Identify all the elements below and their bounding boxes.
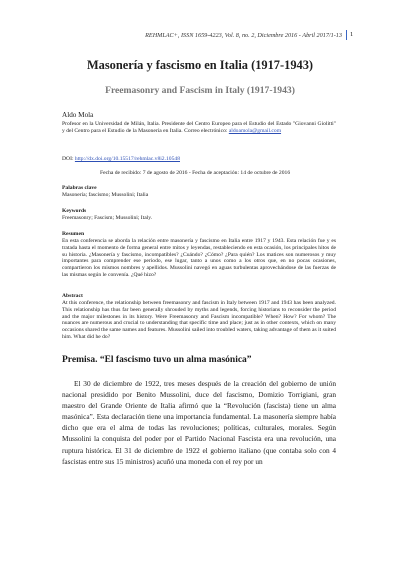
running-head: REHMLAC+, ISSN 1659-4223, Vol. 8, no. 2, Diciembre 2016 - Abril 2017/1-13: [145, 32, 342, 39]
doi-link[interactable]: http://dx.doi.org/10.15517/rehmlac.v8i2.10548: [74, 156, 180, 162]
doi-label: DOI:: [62, 156, 74, 162]
keywords-es: Masonería; fascismo; Mussolini; Italia: [62, 192, 149, 198]
article-title: Masonería y fascismo en Italia (1917-1943): [86, 58, 314, 72]
author-name: Aldo Mola: [62, 111, 94, 119]
affiliation-text: Profesor en la Universidad de Milán, Italia. Presidente del Centro Europeo para el Estudio del Estado "Giovanni Giolitti" y del Centro para el Estudio de la Masonería en Italia. Correo electrónico:: [62, 121, 336, 134]
article-subtitle: Freemasonry and Fascism in Italy (1917-1943): [105, 85, 295, 96]
keywords-en-heading: Keywords: [62, 208, 87, 214]
keywords-es-heading: Palabras clave: [62, 185, 97, 191]
abstract-text: At this conference, the relationship between freemasonry and fascism in Italy between 1917 and 1943 has been analyzed. This relationship has thus far been generally shrouded by myths and legends, forcing historians to reconsider the period and the major milestones in its history. Were Freemasonry and Fascism incompatible? When? How? For whom? The nuances are numerous and crucial to understanding that specific time and place; just as in other contexts, which on many occasions shared the same names and features. Mussolini sailed into troubled waters, taking advantage of them as it suited him. What did he do?: [62, 300, 336, 340]
resumen-text: En esta conferencia se aborda la relación entre masonería y fascismo en Italia entre 1917 y 1943. Esta relación fue y es tratada hasta el momento de forma general entre mitos y leyendas, restableciendo en esta ocasión, los principales hitos de su historia. ¿Masonería y fascismo, incompatibles? ¿Cuándo? ¿Cómo? ¿Para quién? Los matices son numerosos y muy importantes para comprender ese periodo, ese lugar, tanto a unos como a los otros que, en no pocas ocasiones, compartieron los mismos nombres y apellidos. Mussolini navegó en aguas turbulentas aprovechándose de las fuerzas de las mismas según le convenía. ¿Qué hizo?: [62, 238, 336, 278]
author-affiliation: [62, 121, 336, 135]
body-paragraph: El 30 de diciembre de 1922, tres meses después de la creación del gobierno de unión nacional presidido por Benito Mussolini, duce del fascismo, Domizio Torrigiani, gran maestro del Grande Oriente de Italia afirmó que la “Revolución (fascista) tiene un alma masónica”. Esta declaración tiene una importancia fundamental. La masonería siempre había dicho que era el alma de todas las revoluciones; políticas, culturales, morales. Según Mussolini la conquista del poder por el Partido Nacional Fascista era una revolución, una ruptura histórica. El 31 de diciembre de 1922 el gobierno italiano (que contaba solo con 4 fascistas entre sus 15 ministros) acuñó una moneda con el rey por un: [62, 379, 336, 466]
dates-line: Fecha de recibido: 7 de agosto de 2016 - Fecha de aceptación: 14 de octubre de 2016: [100, 170, 291, 176]
page-number: 1: [346, 30, 353, 40]
section-heading: Premisa. “El fascismo tuvo un alma masónica”: [62, 355, 252, 365]
email-link[interactable]: aldoamola@gmail.com: [228, 127, 282, 134]
abstract-heading: Abstract: [62, 293, 83, 299]
resumen-heading: Resumen: [62, 231, 85, 237]
keywords-en: Freemasonry; Fascism; Mussolini; Italy.: [62, 215, 153, 221]
doi-line: [62, 156, 336, 163]
